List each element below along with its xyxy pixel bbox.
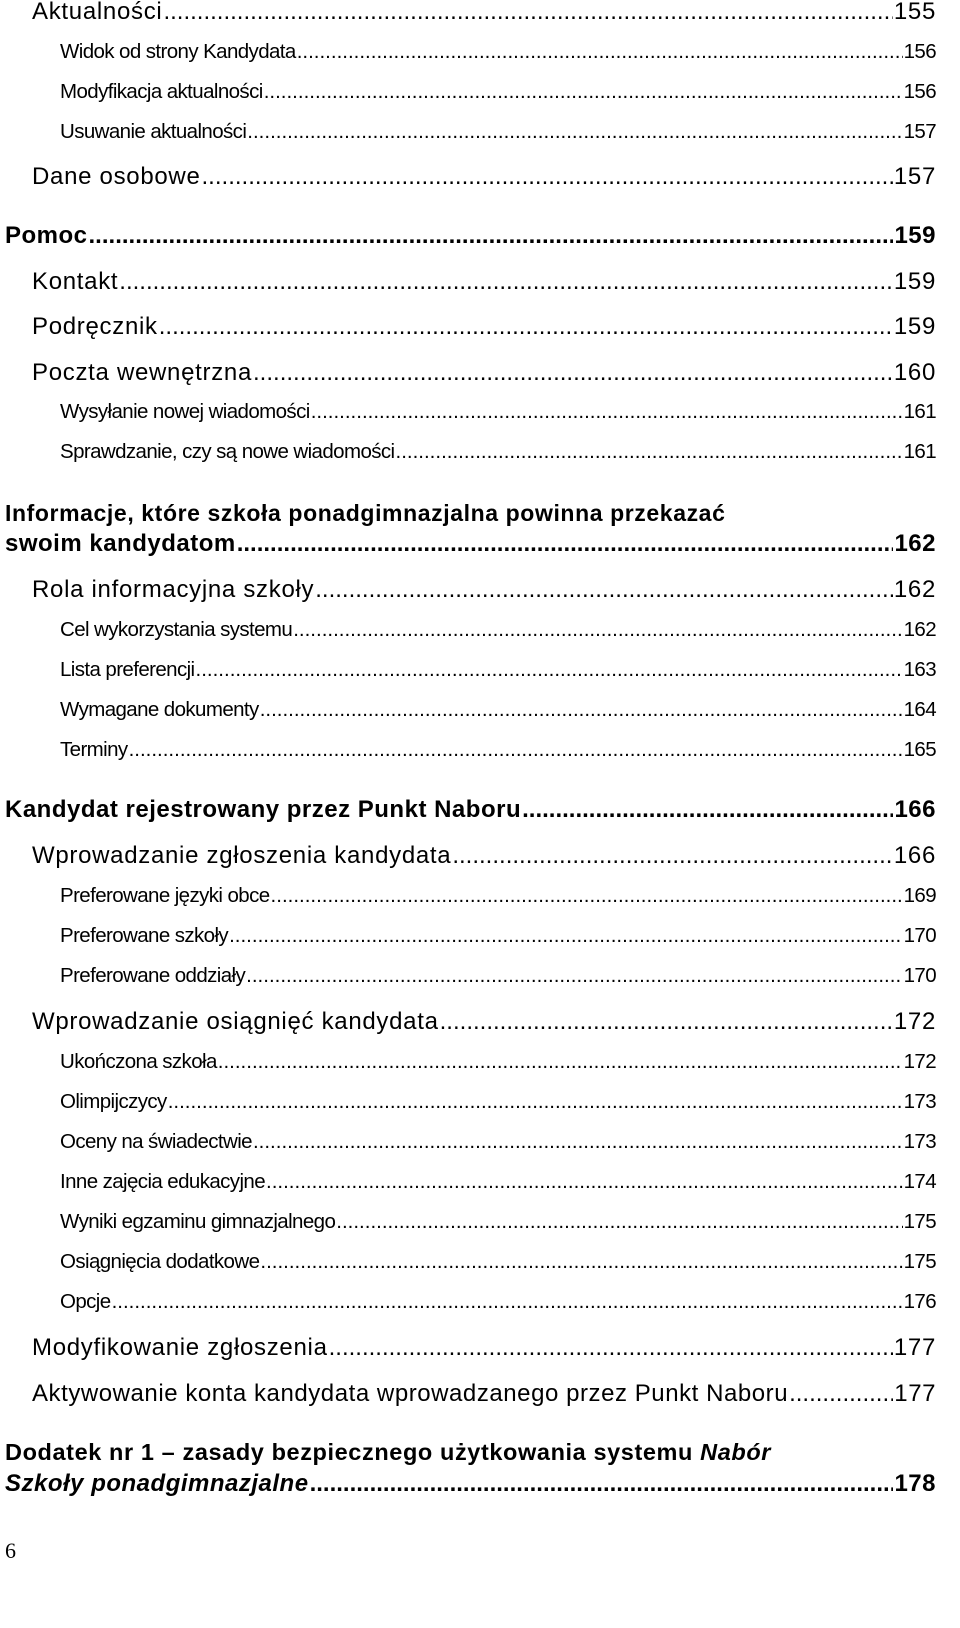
- toc-entry-page: 175: [903, 1250, 936, 1273]
- toc-entry-page: 156: [903, 80, 936, 103]
- toc-entry-cel-wykorzystania-systemu[interactable]: [60, 618, 936, 642]
- toc-entry-title: Modyfikacja aktualności: [60, 80, 263, 103]
- dot-leader: [246, 964, 902, 988]
- dot-leader: [522, 796, 893, 824]
- dot-leader: [260, 1250, 902, 1274]
- dot-leader: [112, 1290, 903, 1314]
- dot-leader: [202, 163, 893, 191]
- dot-leader: [297, 40, 903, 64]
- dot-leader: [329, 1334, 893, 1362]
- toc-entry-title: swoim kandydatom: [5, 530, 236, 557]
- toc-entry-modyfikacja-aktualnosci[interactable]: [60, 80, 936, 104]
- toc-entry-title: Rola informacyjna szkoły: [32, 576, 315, 603]
- toc-entry-title: Terminy: [60, 738, 128, 761]
- toc-entry-page: 157: [903, 120, 936, 143]
- toc-entry-title: Kontakt: [32, 268, 119, 295]
- toc-entry-title: Aktualności: [32, 0, 163, 25]
- toc-entry-usuwanie-aktualnosci[interactable]: [60, 120, 936, 144]
- dot-leader: [336, 1210, 902, 1234]
- toc-entry-wprowadzanie-osiagniec[interactable]: [32, 1008, 936, 1036]
- toc-entry-page: 172: [903, 1050, 936, 1073]
- toc-entry-sprawdzanie-wiadomosci[interactable]: [60, 440, 936, 464]
- toc-entry-lista-preferencji[interactable]: [60, 658, 936, 682]
- dot-leader: [264, 80, 903, 104]
- toc-entry-page: 173: [903, 1130, 936, 1153]
- toc-entry-page: 155: [893, 0, 936, 25]
- toc-entry-page: 162: [894, 530, 936, 557]
- toc-entry-title: Oceny na świadectwie: [60, 1130, 252, 1153]
- toc-entry-poczta-wewnetrzna[interactable]: [32, 359, 936, 387]
- toc-entry-title: Wysyłanie nowej wiadomości: [60, 400, 310, 423]
- toc-entry-page: 165: [903, 738, 936, 761]
- page-number: 6: [5, 1538, 16, 1563]
- toc-entry-title: Opcje: [60, 1290, 111, 1313]
- toc-entry-wymagane-dokumenty[interactable]: [60, 698, 936, 722]
- toc-entry-widok-od-strony-kandydata[interactable]: [60, 40, 936, 64]
- toc-entry-modyfikowanie-zgloszenia[interactable]: [32, 1334, 936, 1362]
- toc-entry-title: Wprowadzanie zgłoszenia kandydata: [32, 842, 452, 869]
- dot-leader: [440, 1008, 893, 1036]
- dot-leader: [311, 400, 903, 424]
- toc-entry-ukonczona-szkola[interactable]: [60, 1050, 936, 1074]
- toc-entry-title: Dane osobowe: [32, 163, 201, 190]
- toc-entry-page: 178: [894, 1470, 936, 1497]
- toc-entry-terminy[interactable]: [60, 738, 936, 762]
- dot-leader: [218, 1050, 903, 1074]
- toc-entry-page: 161: [903, 440, 936, 463]
- toc-entry-title: Lista preferencji: [60, 658, 195, 681]
- toc-entry-aktualnosci[interactable]: [32, 0, 936, 26]
- toc-entry-page: 173: [903, 1090, 936, 1113]
- toc-entry-olimpijczycy[interactable]: [60, 1090, 936, 1114]
- toc-entry-page: 159: [893, 313, 936, 340]
- toc-entry-wprowadzanie-zgloszenia[interactable]: [32, 842, 936, 870]
- toc-entry-title: Osiągnięcia dodatkowe: [60, 1250, 260, 1273]
- toc-entry-oceny-na-swiadectwie[interactable]: [60, 1130, 936, 1154]
- dot-leader: [129, 738, 903, 762]
- toc-entry-osiagniecia-dodatkowe[interactable]: [60, 1250, 936, 1274]
- toc-entry-page: 164: [903, 698, 936, 721]
- toc-entry-title: Preferowane szkoły: [60, 924, 229, 947]
- toc-entry-dodatek-title-line1[interactable]: [5, 1439, 936, 1466]
- toc-entry-page: 156: [903, 40, 936, 63]
- toc-entry-title: Cel wykorzystania systemu: [60, 618, 293, 641]
- toc-entry-title: Inne zajęcia edukacyjne: [60, 1170, 266, 1193]
- toc-entry-informacje-title-line1[interactable]: Informacje, które szkoła ponadgimnazjalna powinna przekazać: [5, 500, 726, 526]
- toc-entry-page: 175: [903, 1210, 936, 1233]
- dot-leader: [253, 359, 893, 387]
- dot-leader: [315, 576, 893, 604]
- toc-entry-page: 166: [894, 796, 936, 823]
- toc-entry-podrecznik[interactable]: [32, 313, 936, 341]
- dot-leader: [237, 530, 894, 558]
- toc-entry-page: 162: [893, 576, 936, 603]
- toc-entry-title: Preferowane oddziały: [60, 964, 246, 987]
- dot-leader: [253, 1130, 903, 1154]
- toc-entry-informacje-dla-kandydatow[interactable]: [5, 530, 936, 558]
- toc-entry-title: Szkoły ponadgimnazjalne: [5, 1470, 309, 1497]
- toc-entry-preferowane-jezyki-obce[interactable]: [60, 884, 936, 908]
- toc-entry-title: Olimpijczycy: [60, 1090, 167, 1113]
- toc-entry-wyniki-egzaminu[interactable]: [60, 1210, 936, 1234]
- toc-entry-inne-zajecia-edukacyjne[interactable]: [60, 1170, 936, 1194]
- toc-entry-page: 177: [894, 1380, 936, 1407]
- dot-leader: [452, 842, 893, 870]
- dot-leader: [310, 1470, 894, 1498]
- dot-leader: [163, 0, 892, 26]
- toc-entry-title: Widok od strony Kandydata: [60, 40, 296, 63]
- toc-entry-title: Sprawdzanie, czy są nowe wiadomości: [60, 440, 395, 463]
- dot-leader: [168, 1090, 903, 1114]
- toc-entry-preferowane-oddzialy[interactable]: [60, 964, 936, 988]
- toc-entry-page: 160: [893, 359, 936, 386]
- dot-leader: [196, 658, 903, 682]
- dot-leader: [271, 884, 903, 908]
- toc-entry-title: Poczta wewnętrzna: [32, 359, 253, 386]
- dot-leader: [89, 222, 894, 250]
- toc-entry-page: 162: [903, 618, 936, 641]
- toc-entry-title: Pomoc: [5, 222, 88, 249]
- toc-entry-rola-informacyjna-szkoly[interactable]: [32, 576, 936, 604]
- dot-leader: [789, 1380, 893, 1408]
- dot-leader: [159, 313, 893, 341]
- dot-leader: [260, 698, 903, 722]
- dot-leader: [247, 120, 902, 144]
- toc-entry-page: 177: [893, 1334, 936, 1361]
- toc-entry-title: Ukończona szkoła: [60, 1050, 217, 1073]
- toc-entry-page: 169: [903, 884, 936, 907]
- toc-entry-preferowane-szkoly[interactable]: [60, 924, 936, 948]
- dot-leader: [293, 618, 902, 642]
- toc-entry-opcje[interactable]: [60, 1290, 936, 1314]
- toc-entry-page: 157: [893, 163, 936, 190]
- toc-entry-page: 176: [903, 1290, 936, 1313]
- toc-entry-page: 170: [903, 924, 936, 947]
- toc-entry-page: 159: [893, 268, 936, 295]
- toc-entry-title: Usuwanie aktualności: [60, 120, 247, 143]
- toc-entry-page: 166: [893, 842, 936, 869]
- toc-entry-title: Podręcznik: [32, 313, 158, 340]
- toc-entry-title: Kandydat rejestrowany przez Punkt Naboru: [5, 796, 522, 823]
- toc-entry-title: Wyniki egzaminu gimnazjalnego: [60, 1210, 336, 1233]
- dot-leader: [119, 268, 893, 296]
- toc-entry-page: 172: [893, 1008, 936, 1035]
- toc-entry-dane-osobowe[interactable]: [32, 163, 936, 191]
- dot-leader: [396, 440, 903, 464]
- dot-leader: [229, 924, 903, 948]
- toc-entry-title: Modyfikowanie zgłoszenia: [32, 1334, 328, 1361]
- toc-entry-title: Aktywowanie konta kandydata wprowadzanego przez Punkt Naboru: [32, 1380, 789, 1407]
- toc-entry-kandydat-rejestrowany[interactable]: [5, 796, 936, 824]
- toc-entry-dodatek-nr-1[interactable]: [5, 1470, 936, 1498]
- toc-entry-pomoc[interactable]: [5, 222, 936, 250]
- toc-entry-page: 170: [903, 964, 936, 987]
- toc-entry-title: Wprowadzanie osiągnięć kandydata: [32, 1008, 439, 1035]
- toc-entry-page: 161: [903, 400, 936, 423]
- toc-entry-title: Wymagane dokumenty: [60, 698, 259, 721]
- dot-leader: [266, 1170, 903, 1194]
- toc-entry-page: 159: [894, 222, 936, 249]
- toc-entry-page: 174: [903, 1170, 936, 1193]
- dodatek-title-regular: Dodatek nr 1 – zasady bezpiecznego użytkowania systemu: [5, 1439, 701, 1465]
- dodatek-title-italic: Nabór: [700, 1439, 772, 1465]
- toc-entry-page: 163: [903, 658, 936, 681]
- toc-entry-kontakt[interactable]: [32, 268, 936, 296]
- toc-entry-wysylanie-nowej-wiadomosci[interactable]: [60, 400, 936, 424]
- toc-entry-title: Preferowane języki obce: [60, 884, 270, 907]
- toc-entry-aktywowanie-konta[interactable]: [32, 1380, 936, 1408]
